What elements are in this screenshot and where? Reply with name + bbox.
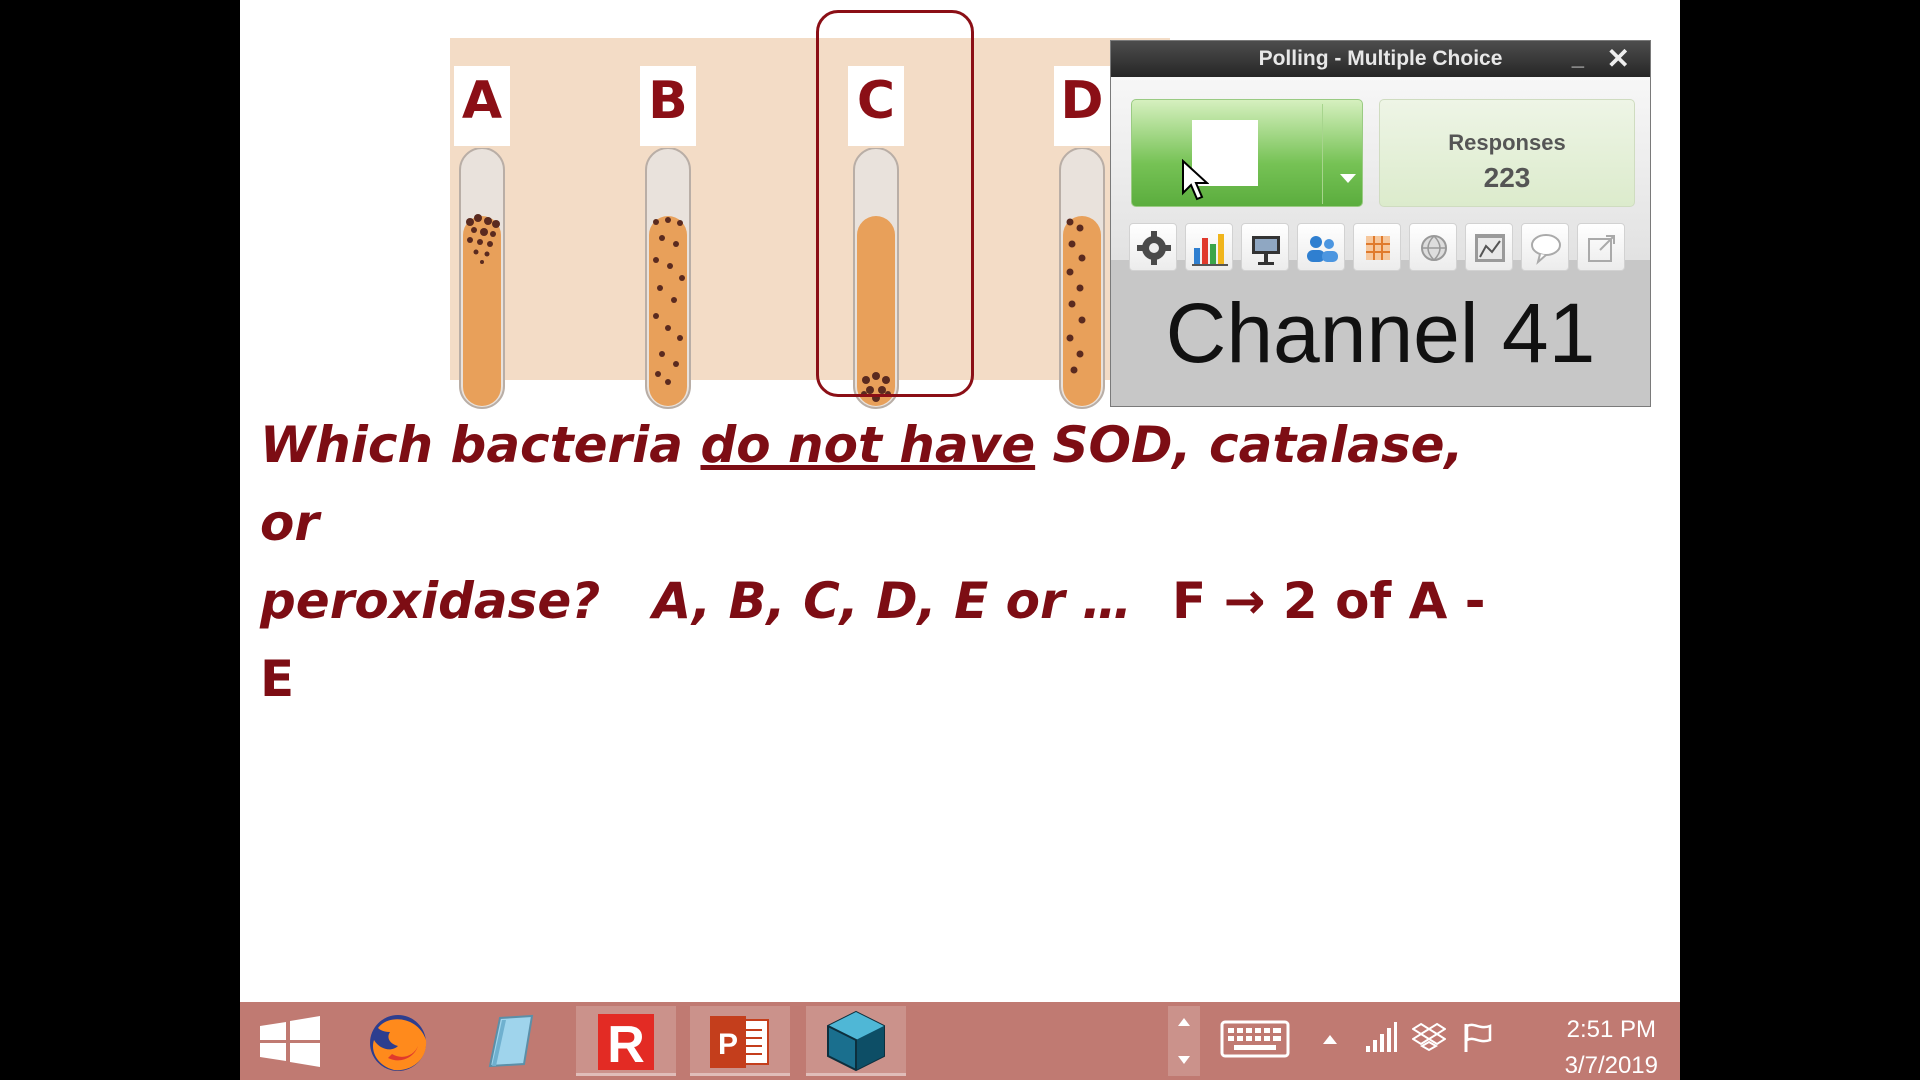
question-text (260, 406, 1500, 718)
action-center-flag-icon[interactable] (1460, 1020, 1494, 1059)
tube-image-panel (450, 38, 1170, 380)
firefox-icon[interactable] (348, 1006, 448, 1076)
clock-date: 3/7/2019 (1564, 1052, 1658, 1079)
poll-toolbar (1129, 223, 1639, 275)
screen (240, 0, 1680, 1080)
question-line-2 (260, 562, 1500, 718)
close-icon[interactable]: ✕ (1606, 43, 1630, 74)
channel-display: Channel 41 (1165, 286, 1596, 380)
tube-label-c: C (848, 66, 904, 146)
responses-count: 223 (1483, 162, 1531, 193)
windows-start-button[interactable] (240, 1006, 340, 1076)
polling-window (1110, 40, 1651, 407)
gear-icon[interactable] (1129, 223, 1177, 271)
responses-label: Responses (1448, 130, 1566, 155)
tube-a (456, 148, 508, 414)
question-line-1 (260, 406, 1500, 562)
notepad-icon[interactable] (456, 1006, 556, 1076)
dropbox-icon[interactable] (1412, 1020, 1446, 1059)
question-underlined: do not have (700, 416, 1036, 474)
taskbar-scroll[interactable] (1168, 1006, 1200, 1076)
share-icon[interactable] (1577, 223, 1625, 271)
3d-app-icon[interactable] (806, 1006, 906, 1076)
tube-label-d: D (1054, 66, 1110, 146)
chevron-down-icon[interactable] (1340, 174, 1356, 183)
response-app-icon[interactable] (576, 1006, 676, 1076)
chart-window-icon[interactable] (1465, 223, 1513, 271)
tube-b (642, 148, 694, 414)
system-clock[interactable] (1565, 1012, 1658, 1080)
start-button-divider (1322, 104, 1323, 204)
highlight-box-c (816, 10, 974, 397)
tube-d (1056, 148, 1108, 414)
presentation-icon[interactable] (1241, 223, 1289, 271)
svg-text:P: P (717, 1028, 739, 1061)
mouse-cursor-icon (1181, 159, 1209, 201)
tube-label-b: B (640, 66, 696, 146)
globe-icon[interactable] (1409, 223, 1457, 271)
show-hidden-icons-chevron-icon[interactable] (1320, 1030, 1340, 1055)
minimize-icon[interactable]: _ (1571, 45, 1584, 70)
keyboard-icon[interactable] (1220, 1016, 1290, 1067)
clock-time: 2:51 PM (1566, 1016, 1656, 1043)
network-signal-icon[interactable] (1364, 1020, 1398, 1059)
tube-label-a: A (454, 66, 510, 146)
poll-title: Polling - Multiple Choice (1258, 47, 1503, 70)
question-part-2: SOD, catalase, or (260, 416, 1464, 552)
speech-bubble-icon[interactable] (1521, 223, 1569, 271)
powerpoint-icon[interactable] (690, 1006, 790, 1076)
taskbar (240, 1002, 1680, 1080)
grid-icon[interactable] (1353, 223, 1401, 271)
participants-icon[interactable] (1297, 223, 1345, 271)
responses-display (1379, 99, 1635, 207)
question-line-2-text: peroxidase? A, B, C, D, E or … (260, 572, 1133, 630)
poll-title-bar[interactable] (1111, 41, 1650, 77)
svg-text:R: R (607, 1016, 645, 1074)
start-poll-button[interactable] (1131, 99, 1363, 207)
question-part-1: Which bacteria (260, 416, 701, 474)
question-option-f: F → 2 of A - E (260, 572, 1486, 708)
bar-chart-icon[interactable] (1185, 223, 1233, 271)
